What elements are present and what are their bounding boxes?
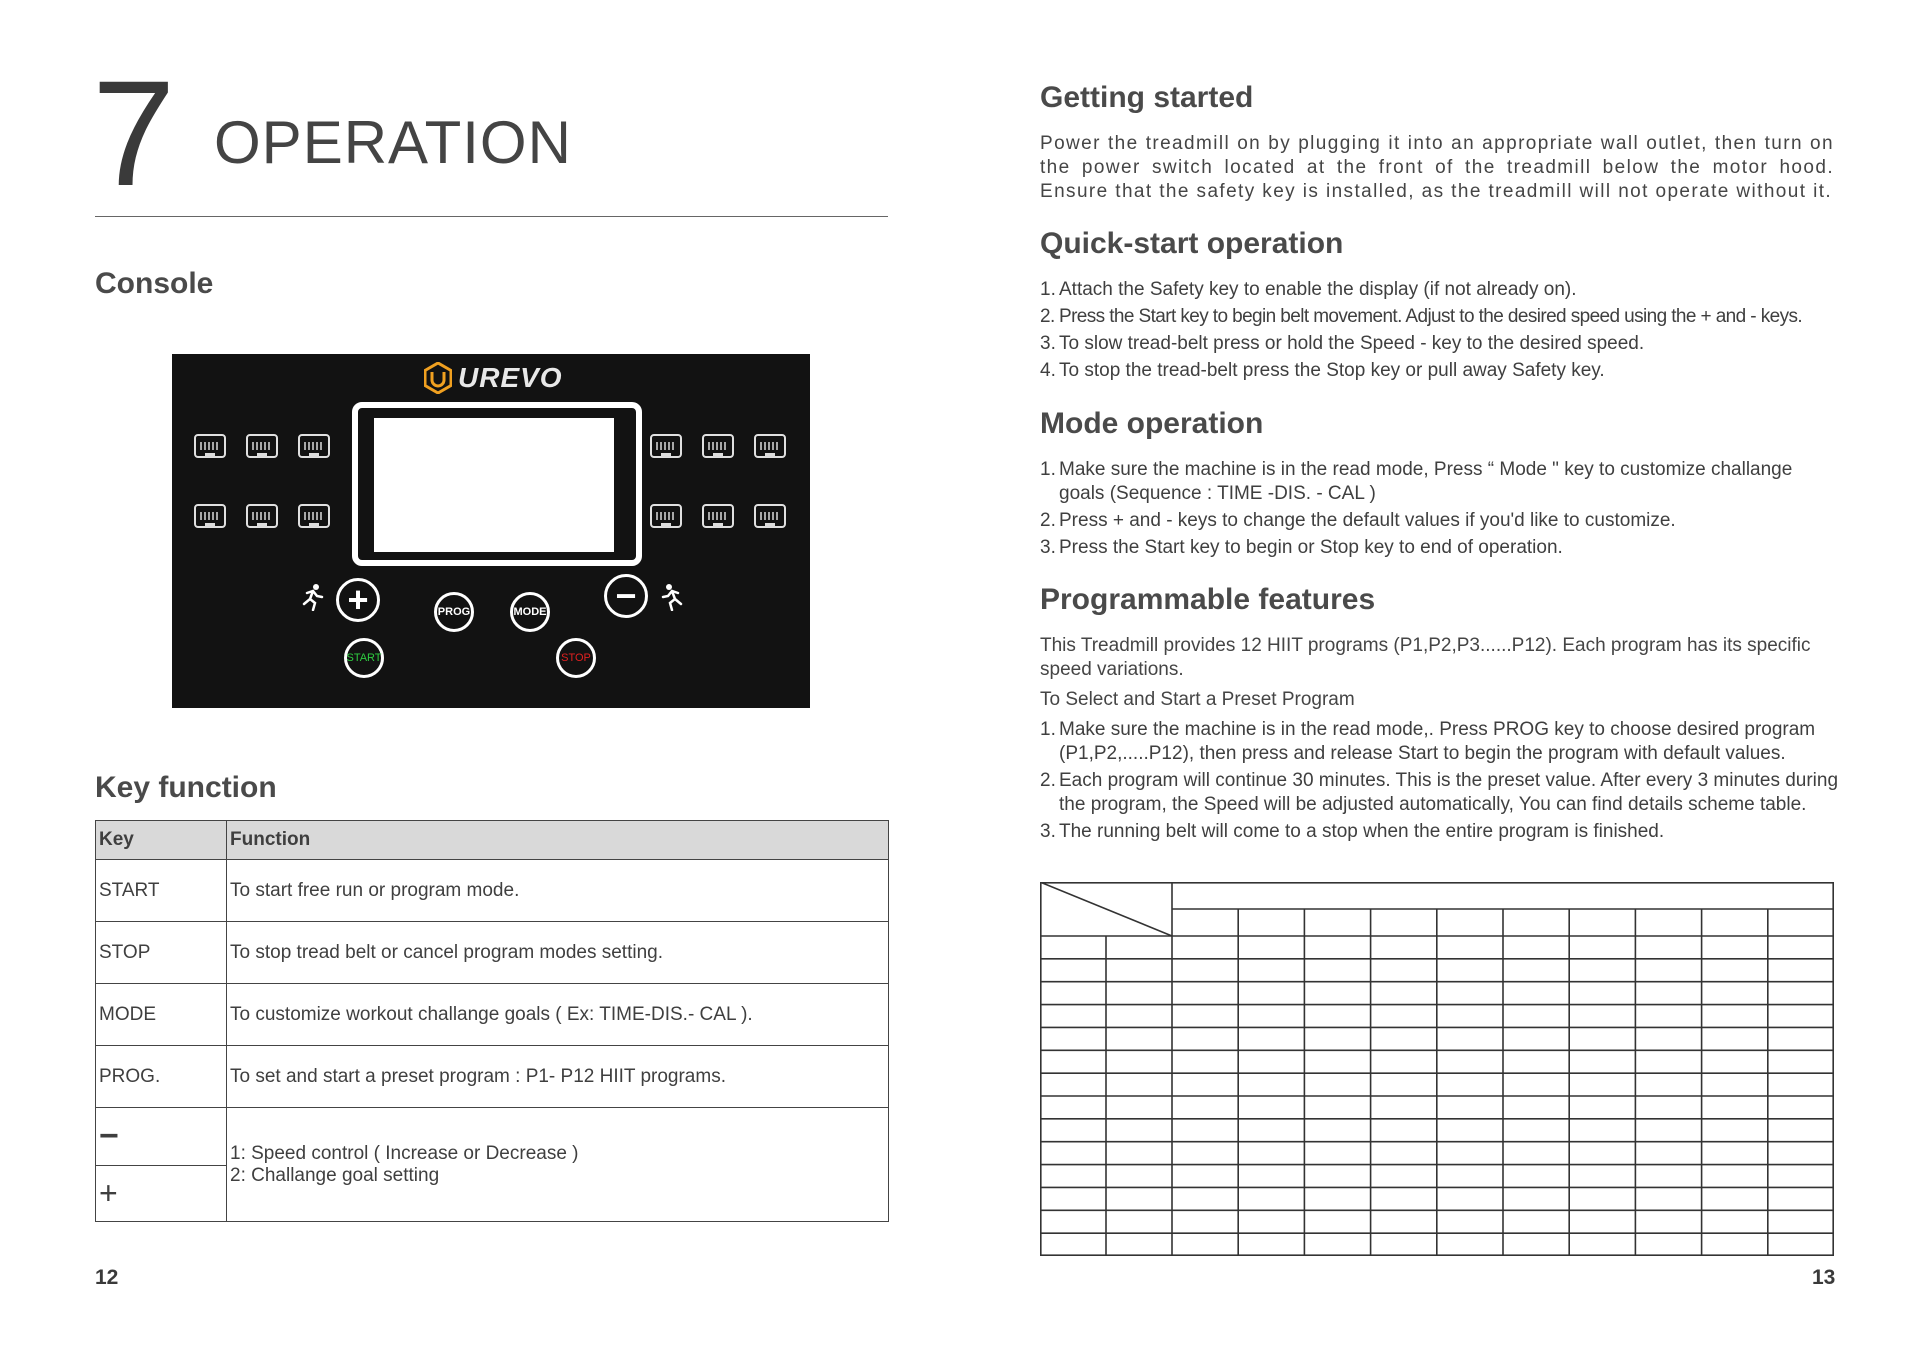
program-indicator (194, 434, 226, 458)
stop-button (556, 638, 596, 678)
table-row (96, 1108, 889, 1166)
brand-logo (424, 356, 564, 400)
program-indicator (298, 434, 330, 458)
program-indicator (702, 434, 734, 458)
chapter-divider (95, 216, 888, 217)
step-text: Each program will continue 30 minutes. This is the preset value. After every 3 minutes during the program, the Speed will be adjusted automatically, You can find details scheme table. (1059, 770, 1839, 815)
table-cell-key-plus: + (96, 1166, 227, 1222)
quick-start-heading: Quick-start operation (1040, 227, 1344, 260)
step-number: 3. (1040, 333, 1056, 354)
start-button-label: START (346, 652, 382, 664)
prog-button: PROG (434, 592, 474, 632)
step-text: Make sure the machine is in the read mode, Press “ Mode " key to customize challange goals (Sequence : TIME -DIS. - CAL ) (1059, 459, 1793, 504)
programmable-select-label: To Select and Start a Preset Program (1040, 689, 1355, 710)
list-item (1040, 278, 1840, 302)
programmable-heading: Programmable features (1040, 583, 1376, 616)
speed-minus-button: − (604, 574, 648, 618)
list-item (1040, 509, 1840, 533)
console-display-frame (352, 402, 642, 566)
table-row (96, 1046, 889, 1108)
step-number: 1. (1040, 279, 1056, 300)
quick-start-list (1040, 278, 1840, 386)
table-cell-function: To start free run or program mode. (227, 860, 889, 922)
table-cell-speed-function (227, 1108, 889, 1222)
runner-icon (660, 583, 686, 618)
step-text: The running belt will come to a stop when the entire program is finished. (1059, 821, 1665, 842)
step-text: Press the Start key to begin or Stop key to end of operation. (1059, 537, 1563, 558)
mode-button: MODE (510, 592, 550, 632)
runner-icon (299, 583, 325, 618)
console-display (374, 418, 614, 552)
program-scheme-table (1040, 882, 1834, 1256)
getting-started-text: Power the treadmill on by plugging it into an appropriate wall outlet, then turn on the power switch located at the front of the treadmill below the motor hood. Ensure that the safety key is installed, as the treadmill will not operate without it. (1040, 133, 1834, 202)
table-cell-function: To set and start a preset program : P1- P12 HIIT programs. (227, 1046, 889, 1108)
table-row (96, 984, 889, 1046)
step-text: To slow tread-belt press or hold the Speed - key to the desired speed. (1059, 333, 1645, 354)
step-number: 2. (1040, 770, 1056, 791)
stop-button-label: STOP (561, 652, 591, 664)
step-number: 1. (1040, 719, 1056, 740)
logo-hex-icon (424, 362, 452, 394)
step-number: 4. (1040, 360, 1056, 381)
list-item (1040, 820, 1840, 844)
program-indicator (650, 504, 682, 528)
page-number-left: 12 (95, 1266, 119, 1289)
list-item (1040, 718, 1840, 766)
key-function-heading: Key function (95, 771, 277, 804)
table-cell-function: To stop tread belt or cancel program modes setting. (227, 922, 889, 984)
start-button (344, 638, 384, 678)
mode-operation-heading: Mode operation (1040, 407, 1264, 440)
list-item (1040, 359, 1840, 383)
page-number-right: 13 (1812, 1266, 1836, 1289)
program-indicator (246, 504, 278, 528)
programmable-intro: This Treadmill provides 12 HIIT programs (P1,P2,P3......P12). Each program has its specific speed variations. (1040, 635, 1811, 680)
key-function-table (95, 820, 889, 1222)
list-item (1040, 769, 1840, 817)
step-number: 1. (1040, 459, 1056, 480)
program-indicator (194, 504, 226, 528)
chapter-number: 7 (92, 49, 176, 217)
programmable-list (1040, 718, 1840, 847)
brand-name: UREVO (458, 362, 563, 393)
step-text: Press the Start key to begin belt movement. Adjust to the desired speed using the + and - keys. (1059, 306, 1803, 327)
table-header-function: Function (227, 821, 889, 860)
table-row (96, 860, 889, 922)
list-item (1040, 305, 1840, 329)
list-item (1040, 332, 1840, 356)
table-cell-key: MODE (96, 984, 227, 1046)
table-row (96, 922, 889, 984)
program-indicator (650, 434, 682, 458)
step-number: 2. (1040, 306, 1055, 327)
step-text: Make sure the machine is in the read mode,. Press PROG key to choose desired program (P1,P2,.....P12), then press and release Start to begin the program with default values. (1059, 719, 1816, 764)
table-header-row (96, 821, 889, 860)
table-cell-key-minus: − (96, 1108, 227, 1166)
step-text: To stop the tread-belt press the Stop key or pull away Safety key. (1059, 360, 1605, 381)
step-number: 3. (1040, 537, 1056, 558)
table-cell-function: To customize workout challange goals ( Ex: TIME-DIS.- CAL ). (227, 984, 889, 1046)
speed-plus-button: + (336, 578, 380, 622)
speed-function-line: 2: Challange goal setting (230, 1164, 440, 1186)
step-text: Press + and - keys to change the default values if you'd like to customize. (1059, 510, 1676, 531)
program-indicator (702, 504, 734, 528)
scheme-corner-diagonal (1040, 882, 1172, 936)
chapter-title: OPERATION (214, 109, 572, 176)
getting-started-heading: Getting started (1040, 81, 1254, 114)
step-number: 3. (1040, 821, 1056, 842)
program-indicator (754, 434, 786, 458)
table-cell-key: START (96, 860, 227, 922)
console-heading: Console (95, 267, 214, 300)
program-indicator (754, 504, 786, 528)
program-indicator (298, 504, 330, 528)
table-cell-key: PROG. (96, 1046, 227, 1108)
list-item (1040, 536, 1840, 560)
step-number: 2. (1040, 510, 1056, 531)
console-panel-image (172, 354, 810, 708)
list-item (1040, 458, 1840, 506)
program-indicator (246, 434, 278, 458)
table-header-key: Key (96, 821, 227, 860)
step-text: Attach the Safety key to enable the display (if not already on). (1059, 279, 1577, 300)
speed-function-line: 1: Speed control ( Increase or Decrease ) (230, 1142, 579, 1164)
mode-operation-list (1040, 458, 1840, 563)
table-cell-key: STOP (96, 922, 227, 984)
